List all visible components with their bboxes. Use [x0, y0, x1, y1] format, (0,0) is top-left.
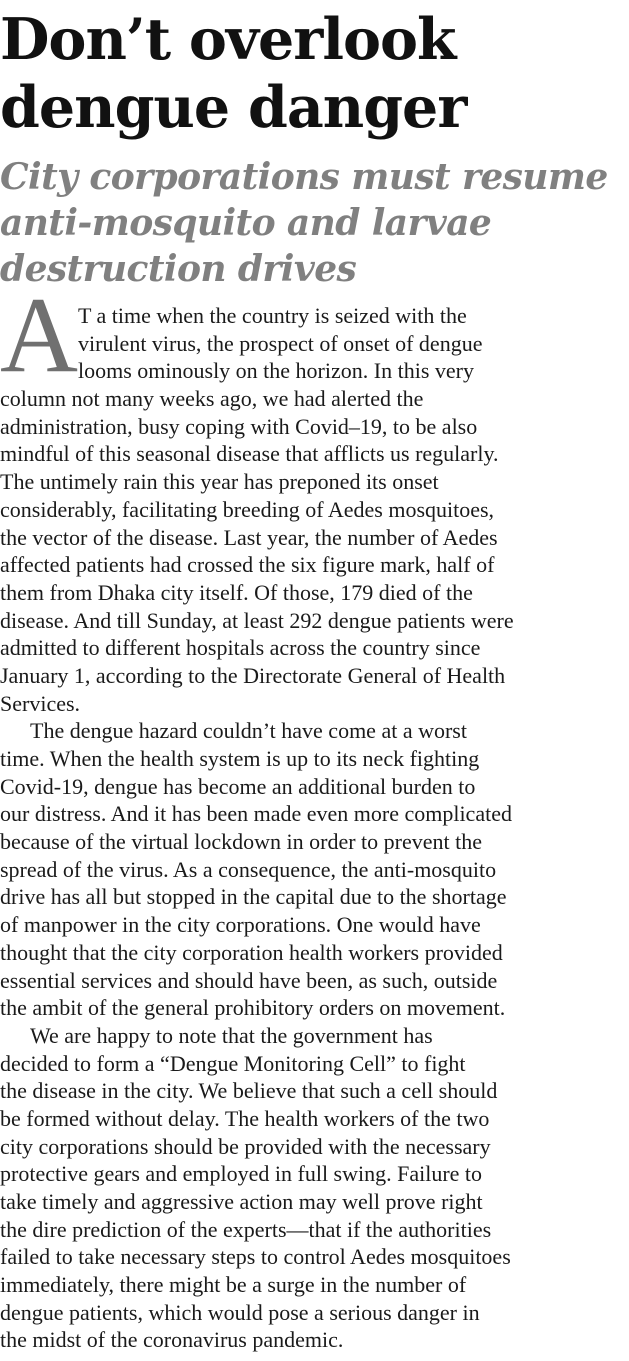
text-line: looms ominously on the horizon. In this very: [78, 358, 474, 384]
text-line: protective gears and employed in full swing. Failure to: [0, 1161, 483, 1187]
text-line: considerably, facilitating breeding of Aedes mosquitoes,: [0, 496, 495, 522]
text-line: essential services and should have been, as such, outside: [0, 967, 498, 993]
text-line: virulent virus, the prospect of onset of dengue: [78, 330, 483, 356]
text-line: decided to form a “Dengue Monitoring Cell” to fight: [0, 1050, 466, 1076]
text-line: of manpower in the city corporations. One would have: [0, 912, 481, 938]
headline: [0, 6, 629, 142]
paragraph-1: [0, 302, 629, 717]
text-line: immediately, there might be a surge in the number of: [0, 1272, 467, 1298]
text-line: drive has all but stopped in the capital due to the shortage: [0, 884, 507, 910]
subheadline-line: destruction drives: [0, 248, 357, 290]
text-line: the disease in the city. We believe that such a cell should: [0, 1078, 498, 1104]
headline-line: Don’t overlook: [0, 6, 456, 73]
text-line: dengue patients, which would pose a serious danger in: [0, 1299, 480, 1325]
text-line: admitted to different hospitals across the country since: [0, 635, 481, 661]
subheadline-line: City corporations must resume: [0, 156, 608, 198]
text-line: time. When the health system is up to its neck fighting: [0, 746, 480, 771]
text-line: administration, busy coping with Covid–19, to be also: [0, 413, 478, 439]
text-line: The dengue hazard couldn’t have come at a worst: [30, 718, 467, 744]
text-line: column not many weeks ago, we had alerted the: [0, 386, 424, 412]
text-line: disease. And till Sunday, at least 292 dengue patients were: [0, 607, 514, 633]
text-line: because of the virtual lockdown in order to prevent the: [0, 829, 483, 855]
text-line: the ambit of the general prohibitory orders on movement.: [0, 995, 506, 1021]
text-line: them from Dhaka city itself. Of those, 179 died of the: [0, 579, 473, 605]
subheadline: [0, 154, 629, 292]
headline-line: dengue danger: [0, 74, 467, 141]
text-line: Services.: [0, 690, 81, 716]
text-line: The untimely rain this year has preponed its onset: [0, 469, 439, 495]
text-line: the dire prediction of the experts—that if the authorities: [0, 1216, 492, 1242]
text-line: Covid-19, dengue has become an additional burden to: [0, 773, 476, 799]
text-line: be formed without delay. The health workers of the two: [0, 1105, 490, 1131]
text-line: the vector of the disease. Last year, the number of Aedes: [0, 524, 498, 550]
text-line: take timely and aggressive action may well prove right: [0, 1189, 483, 1214]
drop-cap: A: [0, 276, 78, 395]
text-line: January 1, according to the Directorate General of Health: [0, 662, 506, 688]
text-line: our distress. And it has been made even more complicated: [0, 801, 512, 827]
text-line: mindful of this seasonal disease that afflicts us regularly.: [0, 441, 499, 467]
text-line: spread of the virus. As a consequence, the anti-mosquito: [0, 856, 497, 882]
article-body: [0, 276, 629, 1354]
text-line: We are happy to note that the government has: [30, 1022, 433, 1048]
text-line: city corporations should be provided with the necessary: [0, 1133, 491, 1159]
text-line: T a time when the country is seized with the: [78, 303, 467, 328]
text-line: failed to take necessary steps to control Aedes mosquitoes: [0, 1244, 511, 1270]
paragraph-2: [0, 717, 629, 1022]
text-line: affected patients had crossed the six figure mark, half of: [0, 552, 495, 578]
text-line: thought that the city corporation health workers provided: [0, 939, 503, 965]
paragraph-3: [0, 1022, 629, 1354]
subheadline-line: anti-mosquito and larvae: [0, 202, 492, 244]
text-line: the midst of the coronavirus pandemic.: [0, 1327, 344, 1353]
